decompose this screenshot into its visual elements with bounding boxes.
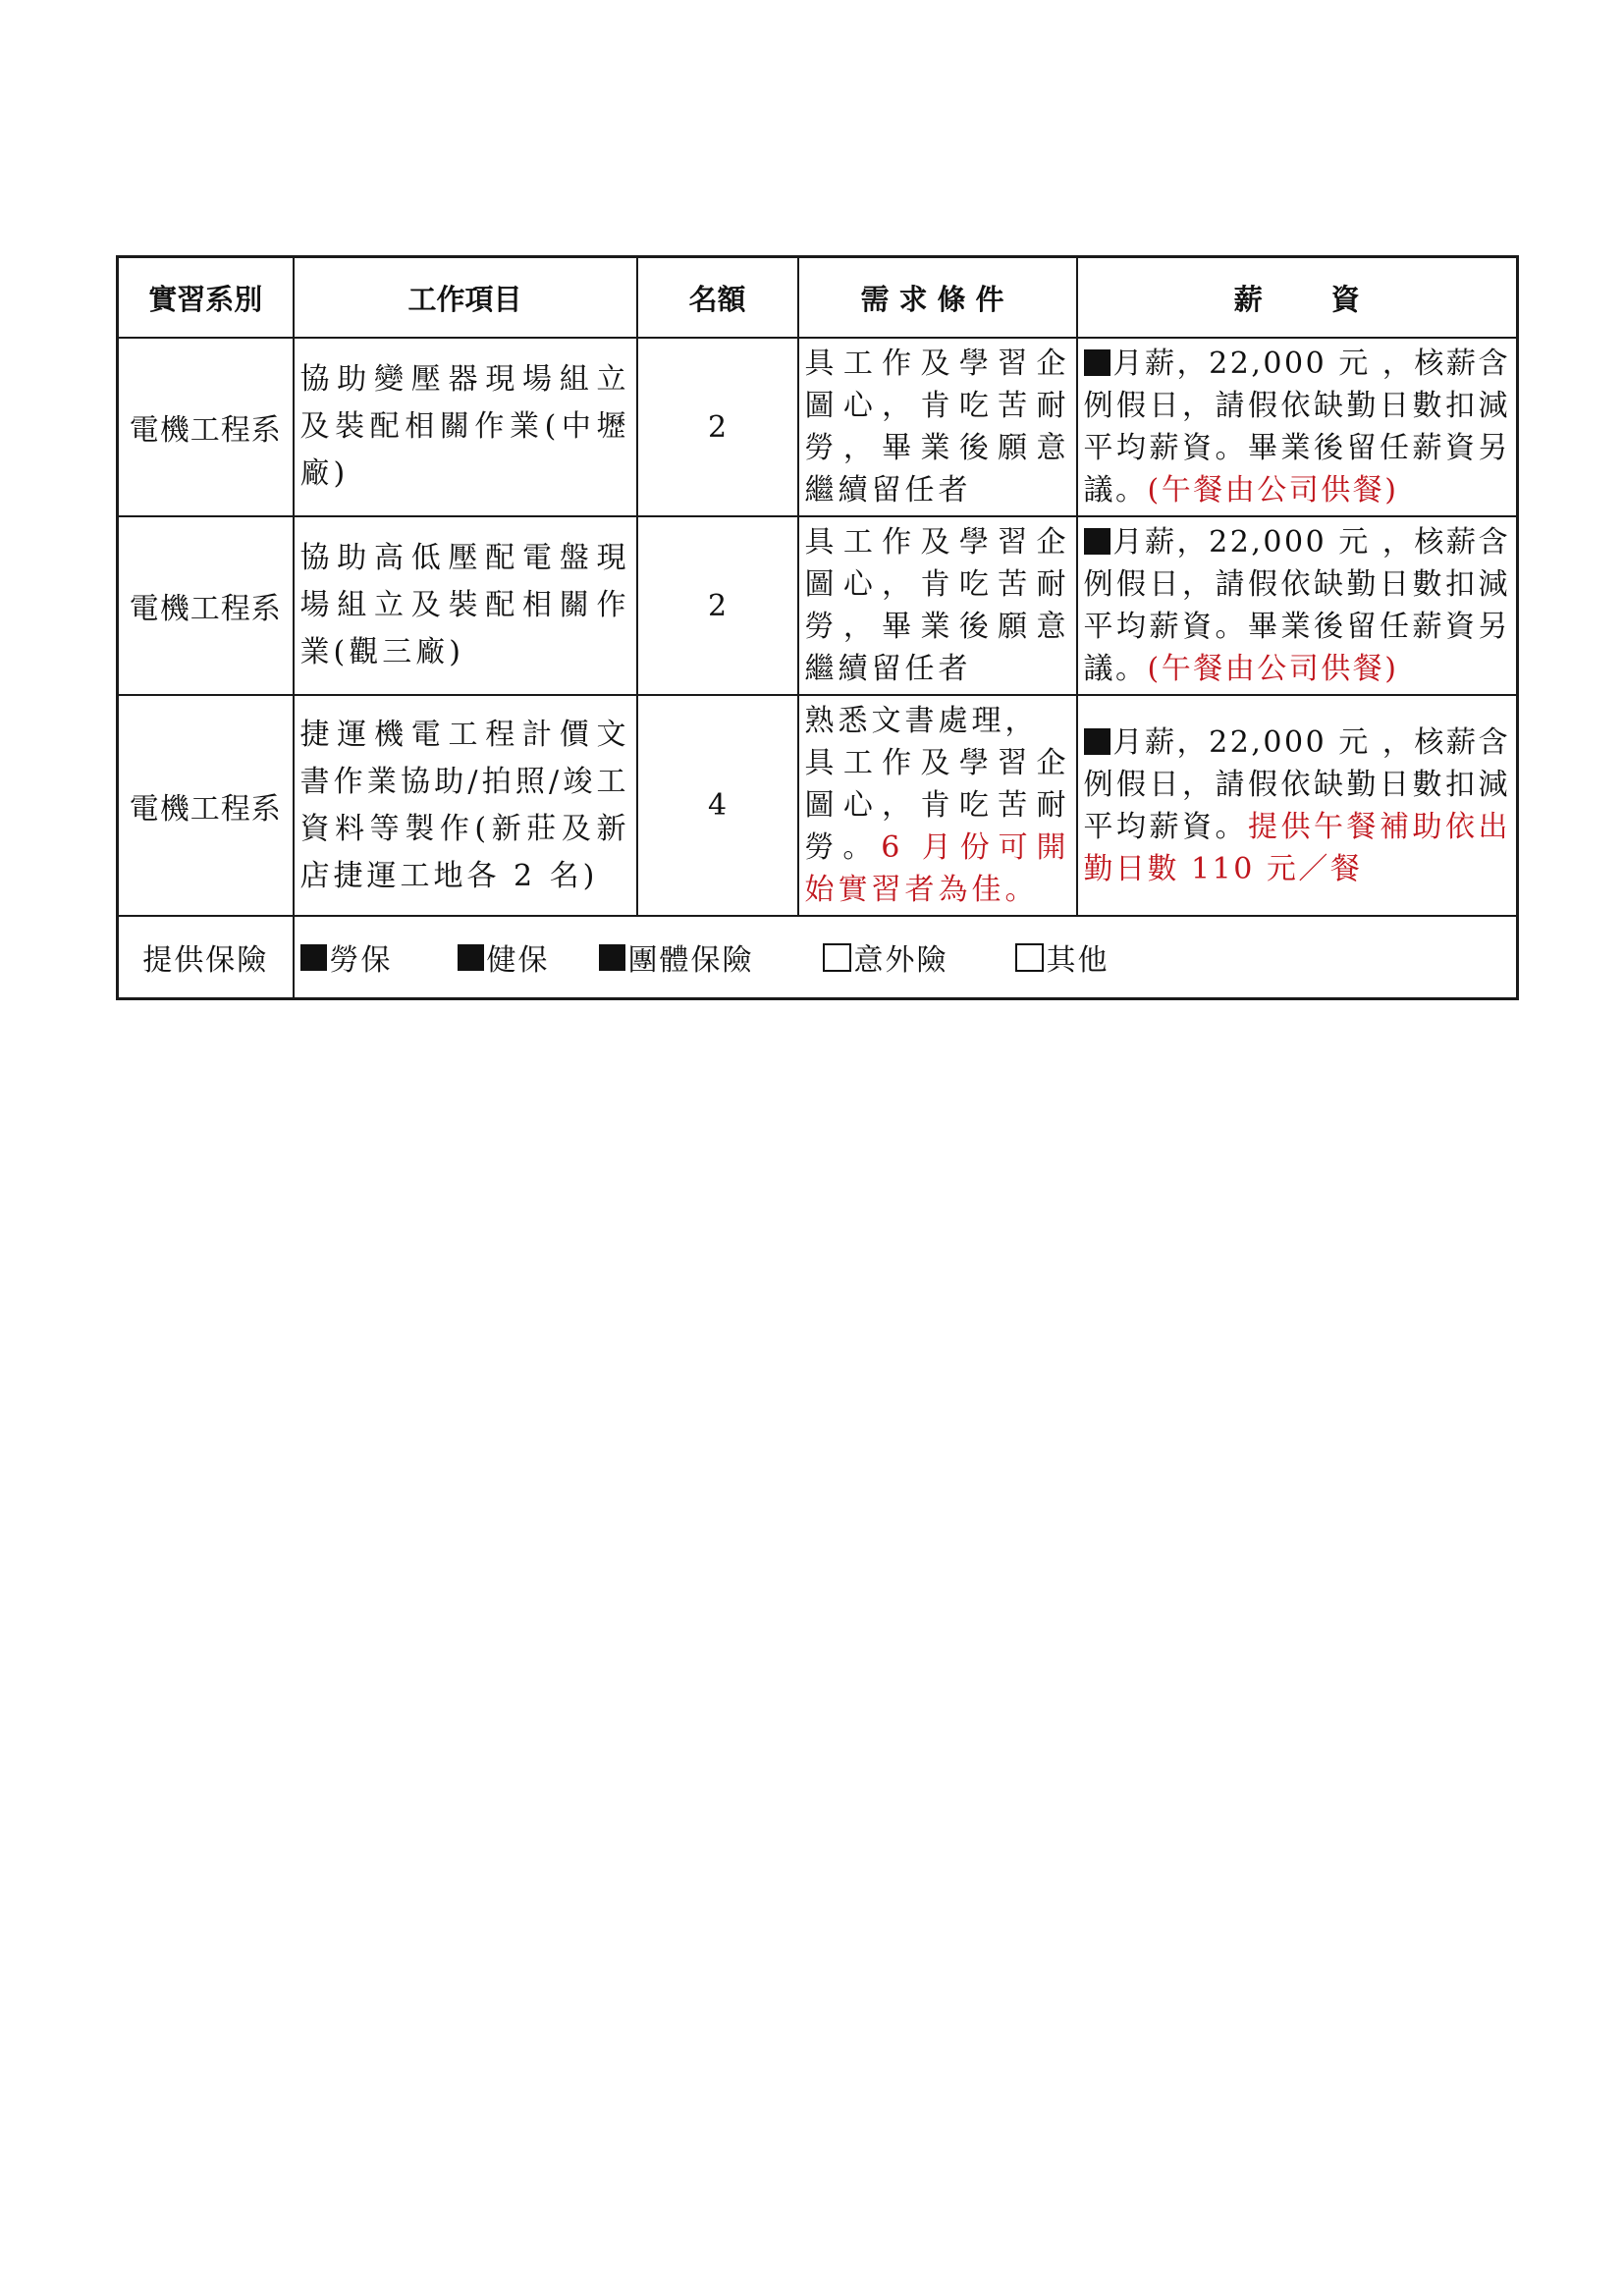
table-row: [118, 695, 1518, 916]
dept-cell: 電機工程系: [118, 695, 294, 916]
internship-table: [116, 255, 1519, 1000]
salary-cell: [1077, 695, 1518, 916]
requirement-line: 具工作及學習企圖心，肯吃苦耐勞。: [804, 746, 1070, 865]
unchecked-box-icon: [823, 943, 851, 972]
insurance-option-accident: [823, 935, 948, 979]
requirements-cell: 具工作及學習企圖心，肯吃苦耐勞，畢業後願意繼續留任者: [798, 338, 1077, 516]
insurance-option-label: 團體保險: [627, 943, 754, 978]
header-dept: 實習系別: [118, 257, 294, 339]
count-cell: 2: [637, 516, 798, 695]
dept-cell: 電機工程系: [118, 338, 294, 516]
table-row: [118, 338, 1518, 516]
checked-box-icon: [300, 944, 327, 971]
checked-box-icon: [599, 944, 625, 971]
header-salary: [1077, 257, 1518, 339]
count-cell: 2: [637, 338, 798, 516]
header-salary-part2: 資: [1330, 282, 1360, 316]
header-requirements: 需求條件: [798, 257, 1077, 339]
insurance-option-label: 其他: [1046, 943, 1110, 978]
insurance-option-label: 意外險: [853, 943, 948, 978]
insurance-option-label: 勞保: [329, 943, 393, 978]
salary-cell: [1077, 516, 1518, 695]
requirement-line: 熟悉文書處理，: [804, 704, 1039, 738]
salary-text: 月薪，22,000 元 ，核薪含例假日，請假依缺勤日數扣減平均薪資。畢業後留任薪資另議。: [1083, 347, 1510, 507]
count-cell: 4: [637, 695, 798, 916]
salary-note: (午餐由公司供餐): [1147, 473, 1399, 507]
insurance-option-labor: [300, 935, 393, 979]
checked-box-icon: [458, 944, 484, 971]
checked-box-icon: [1084, 728, 1110, 755]
requirements-cell: 具工作及學習企圖心，肯吃苦耐勞，畢業後願意繼續留任者: [798, 516, 1077, 695]
header-item: 工作項目: [294, 257, 637, 339]
header-row: [118, 257, 1518, 339]
requirement-note: 6 月份可開始實習者為佳。: [804, 830, 1070, 907]
checked-box-icon: [1084, 349, 1110, 376]
header-count: 名額: [637, 257, 798, 339]
insurance-option-label: 健保: [486, 943, 550, 978]
requirements-cell: [798, 695, 1077, 916]
insurance-option-group: [599, 935, 754, 979]
dept-cell: 電機工程系: [118, 516, 294, 695]
insurance-option-health: [458, 935, 550, 979]
salary-text: 月薪，22,000 元 ，核薪含例假日，請假依缺勤日數扣減平均薪資。: [1083, 724, 1510, 844]
salary-cell: [1077, 338, 1518, 516]
insurance-label: 提供保險: [118, 916, 294, 999]
item-cell: 協助高低壓配電盤現場組立及裝配相關作業(觀三廠): [294, 516, 637, 695]
insurance-options: [294, 916, 1518, 999]
item-cell: 協助變壓器現場組立及裝配相關作業(中壢廠): [294, 338, 637, 516]
checked-box-icon: [1084, 528, 1110, 555]
insurance-row: [118, 916, 1518, 999]
salary-note: (午餐由公司供餐): [1147, 652, 1399, 686]
item-cell: 捷運機電工程計價文書作業協助/拍照/竣工資料等製作(新莊及新店捷運工地各 2 名): [294, 695, 637, 916]
salary-note: 提供午餐補助依出勤日數 110 元／餐: [1083, 809, 1510, 886]
salary-text: 月薪，22,000 元 ，核薪含例假日，請假依缺勤日數扣減平均薪資。畢業後留任薪資另議。: [1083, 525, 1510, 686]
header-salary-part1: 薪: [1233, 282, 1263, 316]
table-row: [118, 516, 1518, 695]
insurance-option-other: [1015, 935, 1110, 979]
unchecked-box-icon: [1015, 943, 1044, 972]
